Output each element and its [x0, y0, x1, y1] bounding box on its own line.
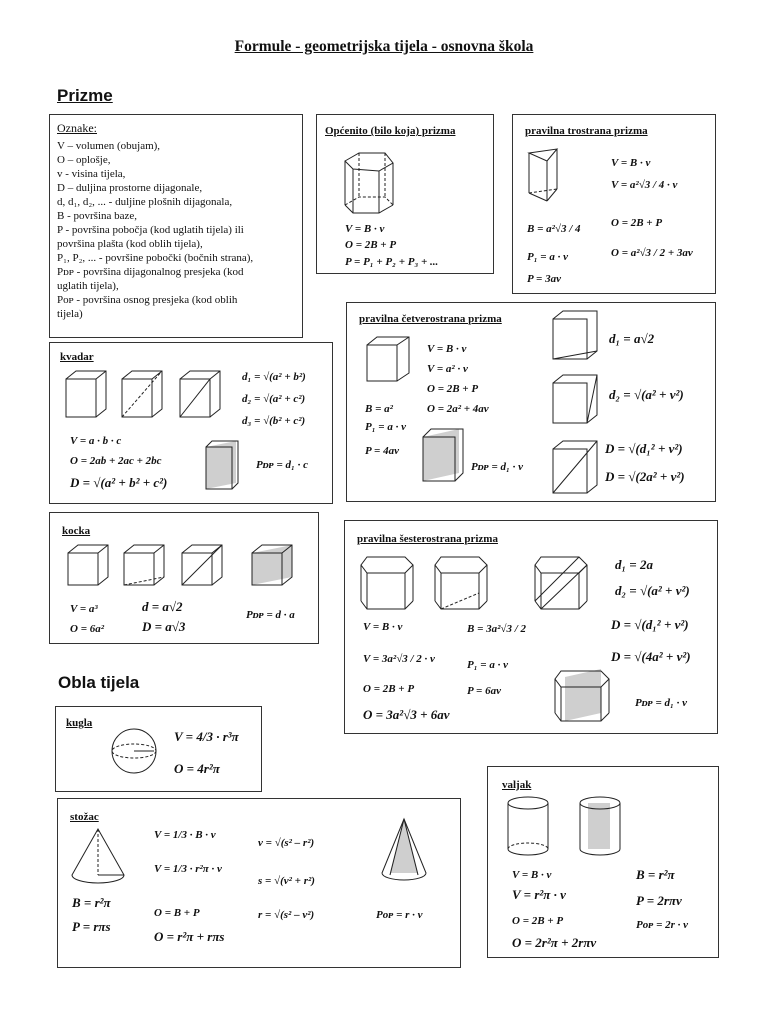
cube-surface: O = 6a² — [70, 623, 105, 635]
hexagonal-D2: D = √(4a² + v²) — [611, 649, 691, 664]
page-title: Formule - geometrijska tijela - osnovna škola — [234, 38, 534, 55]
cuboid-diagonal-section: Pᴅᴘ = d₁ · c — [256, 459, 309, 471]
hexagonal-diagonal-section-figure — [551, 663, 621, 727]
legend-line: površina plašta (kod oblih tijela), — [57, 238, 203, 250]
hexagonal-prism-figures — [359, 551, 599, 613]
section-heading-round: Obla tijela — [58, 673, 140, 692]
square-volume-2: V = a² · v — [427, 363, 468, 375]
cone-surface-2: O = r²π + rπs — [154, 929, 225, 944]
hexagonal-volume-1: V = B · v — [363, 621, 403, 633]
cone-axial-section: Pᴏᴘ = r · v — [376, 909, 423, 921]
square-volume-1: V = B · v — [427, 343, 467, 355]
cube-face-diagonal: d = a√2 — [142, 599, 183, 614]
cylinder-figures — [506, 793, 636, 863]
sphere-title: kugla — [66, 717, 93, 729]
cone-box — [57, 798, 461, 968]
legend-line: P - površina pobočja (kod uglatih tijela) ili — [57, 224, 244, 236]
cuboid-figures — [64, 369, 224, 429]
legend-list — [57, 139, 253, 321]
triangular-volume-2: V = a²√3 / 4 · v — [611, 179, 678, 191]
general-prism-figure — [337, 149, 407, 219]
triangular-surface-2: O = a²√3 / 2 + 3av — [611, 247, 693, 259]
legend-line: D – duljina prostorne dijagonale, — [57, 182, 203, 194]
cuboid-space-diagonal: D = √(a² + b² + c²) — [70, 475, 168, 490]
triangular-prism-box — [512, 114, 716, 294]
legend-line: v - visina tijela, — [57, 168, 126, 180]
square-surface-1: O = 2B + P — [427, 383, 479, 395]
hexagonal-d1: d₁ = 2a — [615, 557, 653, 572]
legend-heading: Oznake: — [57, 121, 97, 135]
cone-surface-1: O = B + P — [154, 907, 200, 919]
hexagonal-diagonal-section: Pᴅᴘ = d₁ · v — [635, 697, 688, 709]
cube-figures — [66, 543, 296, 595]
cone-height: v = √(s² – r²) — [258, 837, 315, 849]
general-prism-lateral: P = P₁ + P₂ + P₃ + ... — [345, 256, 439, 268]
square-d2: d₂ = √(a² + v²) — [609, 387, 684, 402]
cuboid-d2: d₂ = √(a² + c²) — [242, 393, 306, 405]
square-D1: D = √(d₁² + v²) — [605, 441, 683, 456]
hexagonal-prism-title: pravilna šesterostrana prizma — [357, 533, 498, 545]
square-diagonal-figures — [549, 309, 603, 499]
legend-line: O – oplošje, — [57, 154, 111, 166]
hexagonal-lateral: P = 6av — [467, 685, 501, 697]
cube-diagonal-section: Pᴅᴘ = d · a — [246, 609, 295, 621]
sphere-figure — [108, 725, 160, 777]
cone-axial-section-figure — [380, 817, 430, 891]
hexagonal-D1: D = √(d₁² + v²) — [611, 617, 689, 632]
square-prism-title: pravilna četverostrana prizma — [359, 313, 502, 325]
square-prism-figure — [365, 335, 415, 385]
triangular-surface-1: O = 2B + P — [611, 217, 663, 229]
square-diagonal-section-figure — [419, 425, 469, 485]
legend-line: tijela) — [57, 308, 83, 320]
hexagonal-d2: d₂ = √(a² + v²) — [615, 583, 690, 598]
hexagonal-face: P₁ = a · v — [467, 659, 508, 671]
square-D2: D = √(2a² + v²) — [605, 469, 685, 484]
cylinder-axial-section: Pᴏᴘ = 2r · v — [636, 919, 689, 931]
cuboid-d1: d₁ = √(a² + b²) — [242, 371, 306, 383]
triangular-prism-title: pravilna trostrana prizma — [525, 125, 648, 137]
triangular-base: B = a²√3 / 4 — [527, 223, 581, 235]
cube-space-diagonal: D = a√3 — [142, 619, 186, 634]
general-prism-surface: O = 2B + P — [345, 239, 397, 251]
sphere-volume: V = 4/3 · r³π — [174, 729, 239, 744]
cylinder-surface-2: O = 2r²π + 2rπv — [512, 935, 597, 950]
cylinder-title: valjak — [502, 779, 532, 791]
general-prism-volume: V = B · v — [345, 223, 385, 235]
cylinder-lateral: P = 2rπv — [636, 893, 682, 908]
square-diagonal-section: Pᴅᴘ = d₁ · v — [471, 461, 524, 473]
cone-slant: s = √(v² + r²) — [258, 875, 315, 887]
legend-line: B - površina baze, — [57, 210, 138, 222]
cone-base: B = r²π — [72, 895, 111, 910]
cube-box — [49, 512, 319, 644]
legend-box — [49, 114, 303, 338]
hexagonal-surface-2: O = 3a²√3 + 6av — [363, 707, 450, 722]
hexagonal-surface-1: O = 2B + P — [363, 683, 415, 695]
cuboid-diagonal-section-figure — [202, 437, 246, 491]
cylinder-volume-1: V = B · v — [512, 869, 552, 881]
cone-title: stožac — [70, 811, 99, 823]
hexagonal-base: B = 3a²√3 / 2 — [467, 623, 526, 635]
legend-line: Pᴏᴘ - površina osnog presjeka (kod oblih — [57, 294, 238, 306]
hexagonal-prism-box — [344, 520, 718, 734]
cuboid-d3: d₃ = √(b² + c²) — [242, 415, 306, 427]
cuboid-surface: O = 2ab + 2ac + 2bc — [70, 455, 162, 467]
square-lateral: P = 4av — [365, 445, 399, 457]
triangular-face: P₁ = a · v — [527, 251, 568, 263]
cone-volume-2: V = 1/3 · r²π · v — [154, 863, 222, 875]
general-prism-box — [316, 114, 494, 274]
sphere-box — [55, 706, 262, 792]
cuboid-box — [49, 342, 333, 504]
square-surface-2: O = 2a² + 4av — [427, 403, 489, 415]
cube-volume: V = a³ — [70, 603, 98, 615]
cylinder-surface-1: O = 2B + P — [512, 915, 564, 927]
legend-line: P₁, P₂, ... - površine pobočki (bočnih strana), — [57, 252, 254, 264]
cone-volume-1: V = 1/3 · B · v — [154, 829, 216, 841]
legend-line: V – volumen (obujam), — [57, 140, 161, 152]
triangular-prism-figure — [525, 143, 585, 203]
cone-radius: r = √(s² – v²) — [258, 909, 315, 921]
legend-line: Pᴅᴘ - površina dijagonalnog presjeka (kod — [57, 266, 244, 278]
general-prism-title: Općenito (bilo koja) prizma — [325, 125, 456, 137]
section-heading-prisms: Prizme — [57, 86, 113, 105]
cube-title: kocka — [62, 525, 91, 537]
legend-line: uglatih tijela), — [57, 280, 119, 292]
legend-line: d, d₁, d₂, ... - duljine plošnih dijagonala, — [57, 196, 233, 208]
cylinder-volume-2: V = r²π · v — [512, 887, 566, 902]
triangular-volume-1: V = B · v — [611, 157, 651, 169]
cylinder-box — [487, 766, 719, 958]
cylinder-base: B = r²π — [636, 867, 675, 882]
square-face: P₁ = a · v — [365, 421, 406, 433]
square-d1: d₁ = a√2 — [609, 331, 655, 346]
square-prism-box — [346, 302, 716, 502]
cuboid-volume: V = a · b · c — [70, 435, 122, 447]
hexagonal-volume-2: V = 3a²√3 / 2 · v — [363, 653, 435, 665]
sphere-surface: O = 4r²π — [174, 761, 220, 776]
cuboid-title: kvadar — [60, 351, 94, 363]
cone-lateral: P = rπs — [72, 919, 111, 934]
triangular-lateral: P = 3av — [527, 273, 561, 285]
square-base: B = a² — [365, 403, 393, 415]
cone-figure — [68, 827, 132, 889]
